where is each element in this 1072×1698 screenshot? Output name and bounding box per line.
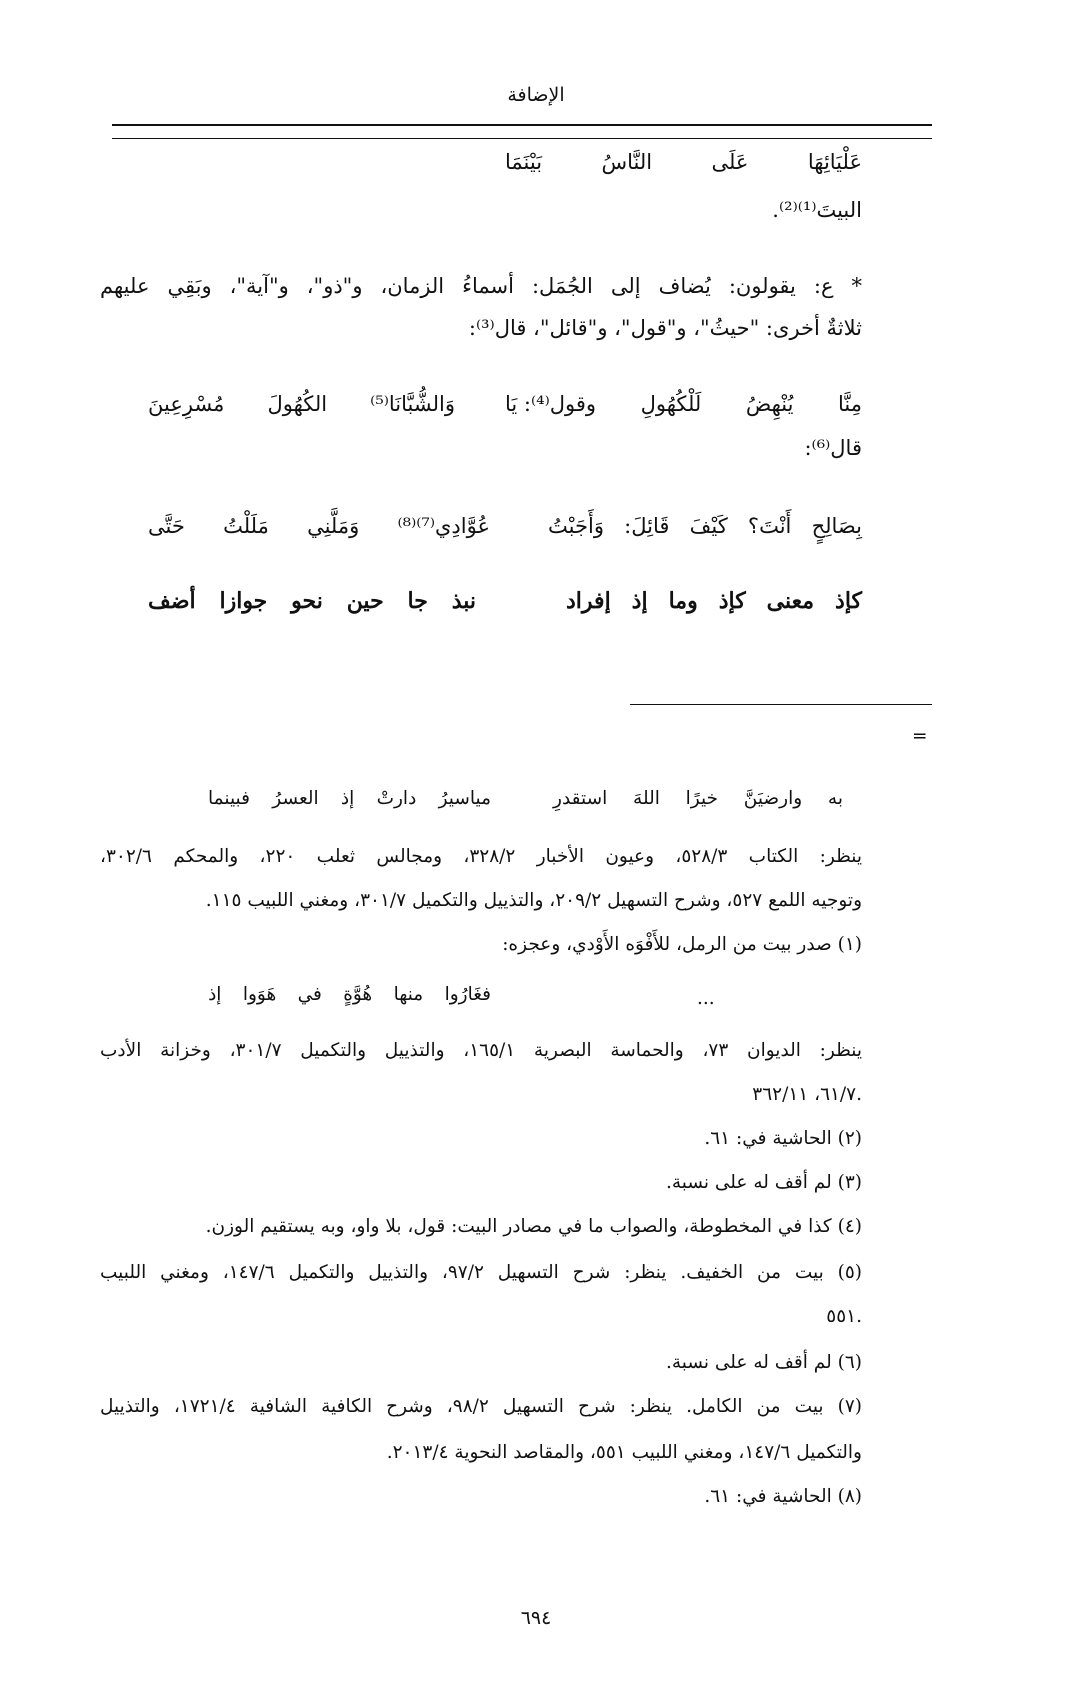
footnote-1-line-2: ينظر: الديوان ٧٣، والحماسة البصرية ١٦٥/١، والتذييل والتكميل ٣٠١/٧، وخزانة الأدب: [100, 1040, 863, 1061]
verse-word: معنى: [766, 588, 815, 614]
footnote-1-hemistich: [208, 984, 491, 1005]
header-rule-thin: [112, 138, 932, 139]
verse-word: به: [827, 788, 843, 809]
footnote-1-line-1: (١) صدر بيت من الرمل، للأَفْوَه الأَوْدي، وعجزه:: [502, 934, 862, 955]
verse-word: عَلْيَائِهَا: [807, 150, 862, 174]
footnote-7-line-1: (٧) بيت من الكامل. ينظر: شرح التسهيل ٩٨/٢، وشرح الكافية الشافية ١٧٢١/٤، والتذييل: [100, 1396, 862, 1417]
verse-word: منها: [393, 984, 424, 1005]
verse-word: نبذ: [451, 588, 476, 614]
verse-word: مُسْرِعِينَ: [148, 392, 225, 416]
verse-word: أَنْتَ؟: [747, 514, 792, 538]
verse-word: عَلَى: [711, 150, 749, 174]
verse-word: حين: [346, 588, 384, 614]
continuation-mark: =: [912, 726, 928, 747]
verse-word: وقول⁽⁴⁾: يَا: [505, 392, 597, 416]
verse-word: حَتَّى: [148, 514, 185, 538]
footnote-1-line-3: ٦١/٧، ٣٦٢/١١.: [752, 1084, 862, 1105]
verse-word: جا: [407, 588, 428, 614]
verse-word: إذ: [631, 588, 648, 614]
verse-word: لَلْكُهُولِ: [640, 392, 702, 416]
footnote-3: (٣) لم أقف له على نسبة.: [665, 1172, 862, 1193]
footnote-sources-line-2: وتوجيه اللمع ٥٢٧، وشرح التسهيل ٢٠٩/٢، والتذييل والتكميل ٣٠١/٧، ومغني اللبيب ١١٥.: [205, 890, 862, 911]
verse-word: النَّاسُ: [601, 150, 653, 174]
verse-word: إذ: [208, 984, 222, 1005]
verse-word: مِنَّا: [838, 392, 862, 416]
verse-word: فغَارُوا: [444, 984, 491, 1005]
footnote-5-line-1: (٥) بيت من الخفيف. ينظر: شرح التسهيل ٩٧/٢، والتذييل والتكميل ١٤٧/٦، ومغني اللبيب: [100, 1262, 863, 1283]
verse-word: العسرُ: [272, 788, 319, 809]
verse-word: هَوَوا: [242, 984, 277, 1005]
paragraph-line-1: * ع: يقولون: يُضاف إلى الجُمَل: أسماءُ الزمان، و"ذو"، و"آية"، وبَقِي عليهم: [100, 274, 862, 298]
verse-word: وَمَلَّنِي: [307, 514, 360, 538]
verse-word: أضف: [148, 588, 196, 614]
verse-word: وما: [668, 588, 698, 614]
verse-word: الكُهُولَ: [267, 392, 328, 416]
verse-word: وَالشُّبَّانَا⁽⁵⁾: [370, 392, 455, 416]
verse-word: كإذ: [835, 588, 862, 614]
verse-word: بَيْنَمَا: [505, 150, 543, 174]
footnote-5-line-2: ٥٥١.: [826, 1306, 862, 1327]
running-header: الإضافة: [507, 84, 565, 106]
verse-word: إذ: [340, 788, 355, 809]
footnote-sources-line-1: ينظر: الكتاب ٥٢٨/٣، وعيون الأخبار ٣٢٨/٢، ومجالس ثعلب ٢٢٠، والمحكم ٣٠٢/٦،: [100, 846, 862, 867]
alfiyya-verse-first-hemistich: [566, 588, 862, 614]
verse-word: مياسيرُ: [438, 788, 491, 809]
verse-word: عُوَّادِي⁽⁷⁾⁽⁸⁾: [397, 514, 490, 538]
verse-word: جوازا: [219, 588, 268, 614]
verse-word: خيرًا: [685, 788, 718, 809]
verse-2-second-hemistich: [148, 392, 455, 416]
verse-word: هُوَّةٍ: [343, 984, 373, 1005]
verse-word: دارتْ: [376, 788, 417, 809]
verse-word: بِصَالِحٍ: [811, 514, 862, 538]
footnote-separator: [630, 704, 932, 705]
verse-word: وارضيَنَّ: [743, 788, 803, 809]
footnote-6: (٦) لم أقف له على نسبة.: [665, 1352, 862, 1373]
verse-word: إفراد: [566, 588, 611, 614]
verse-1-hemistich: [505, 150, 862, 174]
footnote-1-ellipsis: ...: [697, 988, 715, 1009]
verse-3-first-hemistich: [548, 514, 862, 538]
verse-word: كَيْفَ: [689, 514, 728, 538]
verse-word: كإذ: [718, 588, 746, 614]
footnote-8: (٨) الحاشية في: ٦١.: [704, 1486, 862, 1507]
bayt-reference: البيتَ⁽¹⁾⁽²⁾.: [772, 198, 862, 222]
verse-word: استقدرِ: [553, 788, 608, 809]
verse-word: نحو: [291, 588, 323, 614]
qala-line: قال⁽⁶⁾:: [804, 436, 862, 460]
verse-word: اللهَ: [633, 788, 660, 809]
verse-word: في: [297, 984, 322, 1005]
paragraph-line-2: ثلاثةٌ أخرى: "حيثُ"، و"قول"، و"قائل"، قال⁽³⁾:: [468, 316, 862, 340]
footnote-2: (٢) الحاشية في: ٦١.: [704, 1128, 862, 1149]
verse-2-first-hemistich: [505, 392, 862, 416]
footnote-7-line-2: والتكميل ١٤٧/٦، ومغني اللبيب ٥٥١، والمقاصد النحوية ٢٠١٣/٤.: [386, 1442, 862, 1463]
verse-word: قَائِلَ:: [624, 514, 670, 538]
verse-word: وَأَجَبْتُ: [548, 514, 604, 538]
page-number: ٦٩٤: [520, 1607, 552, 1629]
verse-word: فبينما: [208, 788, 250, 809]
footnote-4: (٤) كذا في المخطوطة، والصواب ما في مصادر البيت: قول، بلا واو، وبه يستقيم الوزن.: [205, 1216, 862, 1237]
header-rule-thick: [112, 124, 932, 126]
verse-3-second-hemistich: [148, 514, 490, 538]
footnote-verse-second-hemistich: [208, 788, 491, 809]
footnote-verse-first-hemistich: [553, 788, 843, 809]
verse-word: مَلَلْتُ: [223, 514, 269, 538]
verse-word: يُنْهِضُ: [745, 392, 794, 416]
alfiyya-verse-second-hemistich: [148, 588, 476, 614]
